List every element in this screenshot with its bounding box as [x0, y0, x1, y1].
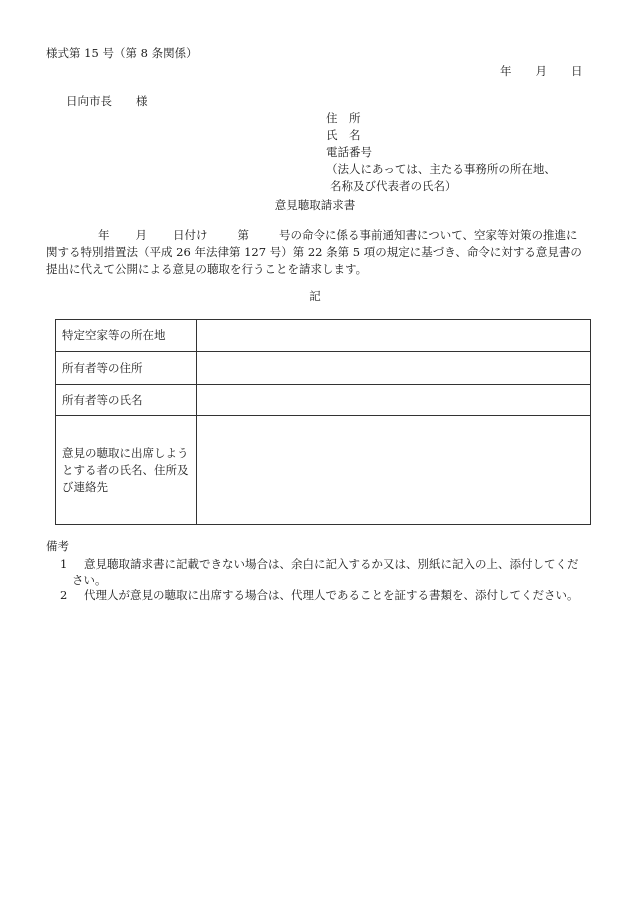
row-value[interactable]: [197, 416, 591, 525]
notes-heading: 備考: [46, 539, 69, 553]
applicant-phone-label: 電話番号: [326, 145, 372, 159]
note-text-continued: さい。: [72, 573, 107, 587]
date-year-label: 年: [500, 64, 512, 78]
applicant-block: [326, 110, 556, 195]
body-text: 号の命令に係る事前通知書について、空家等対策の推進に関する特別措置法（平成 26 年法律第 127 号）第 22 条第 5 項の規定に基づき、命令に対する意見書の提出に代えて公開による意見の聴取を行うことを請求します。: [46, 228, 582, 276]
applicant-corporate-note-2: 名称及び代表者の氏名）: [330, 179, 457, 193]
request-body: [46, 227, 586, 278]
note-number: 2: [60, 588, 68, 602]
row-value[interactable]: [197, 352, 591, 385]
row-label: 所有者等の氏名: [56, 385, 197, 416]
addressee-honorific: 様: [136, 94, 148, 108]
table-row: [56, 416, 591, 525]
row-label: 特定空家等の所在地: [56, 320, 197, 352]
body-dai: 第: [237, 228, 249, 242]
body-dated: 日付け: [173, 228, 208, 242]
note-number: 1: [60, 557, 68, 571]
applicant-corporate-note-1: （法人にあっては、主たる事務所の所在地、: [326, 162, 556, 176]
addressee: [66, 96, 148, 108]
applicant-name-label: 氏 名: [326, 128, 361, 142]
note-text: 意見聴取請求書に記載できない場合は、余白に記入するか又は、別紙に記入の上、添付してくだ: [84, 557, 579, 571]
form-number: 様式第 15 号（第 8 条関係）: [46, 46, 198, 60]
row-label: 所有者等の住所: [56, 352, 197, 385]
note-item: [60, 556, 588, 588]
ki-heading: 記: [309, 289, 321, 303]
document-title: 意見聴取請求書: [274, 198, 356, 212]
table-row: [56, 352, 591, 385]
date-line: [500, 66, 583, 78]
body-year: 年: [98, 228, 110, 242]
date-month-label: 月: [535, 64, 547, 78]
note-item: [60, 587, 588, 603]
table-row: [56, 385, 591, 416]
row-label: 意見の聴取に出席しようとする者の氏名、住所及び連絡先: [56, 416, 197, 525]
date-day-label: 日: [571, 64, 583, 78]
addressee-name: 日向市長: [66, 94, 112, 108]
row-value[interactable]: [197, 385, 591, 416]
applicant-address-label: 住 所: [326, 111, 361, 125]
note-text: 代理人が意見の聴取に出席する場合は、代理人であることを証する書類を、添付してください。: [84, 588, 579, 602]
table-row: [56, 320, 591, 352]
body-month: 月: [135, 228, 147, 242]
request-details-table: [55, 319, 591, 525]
row-value[interactable]: [197, 320, 591, 352]
